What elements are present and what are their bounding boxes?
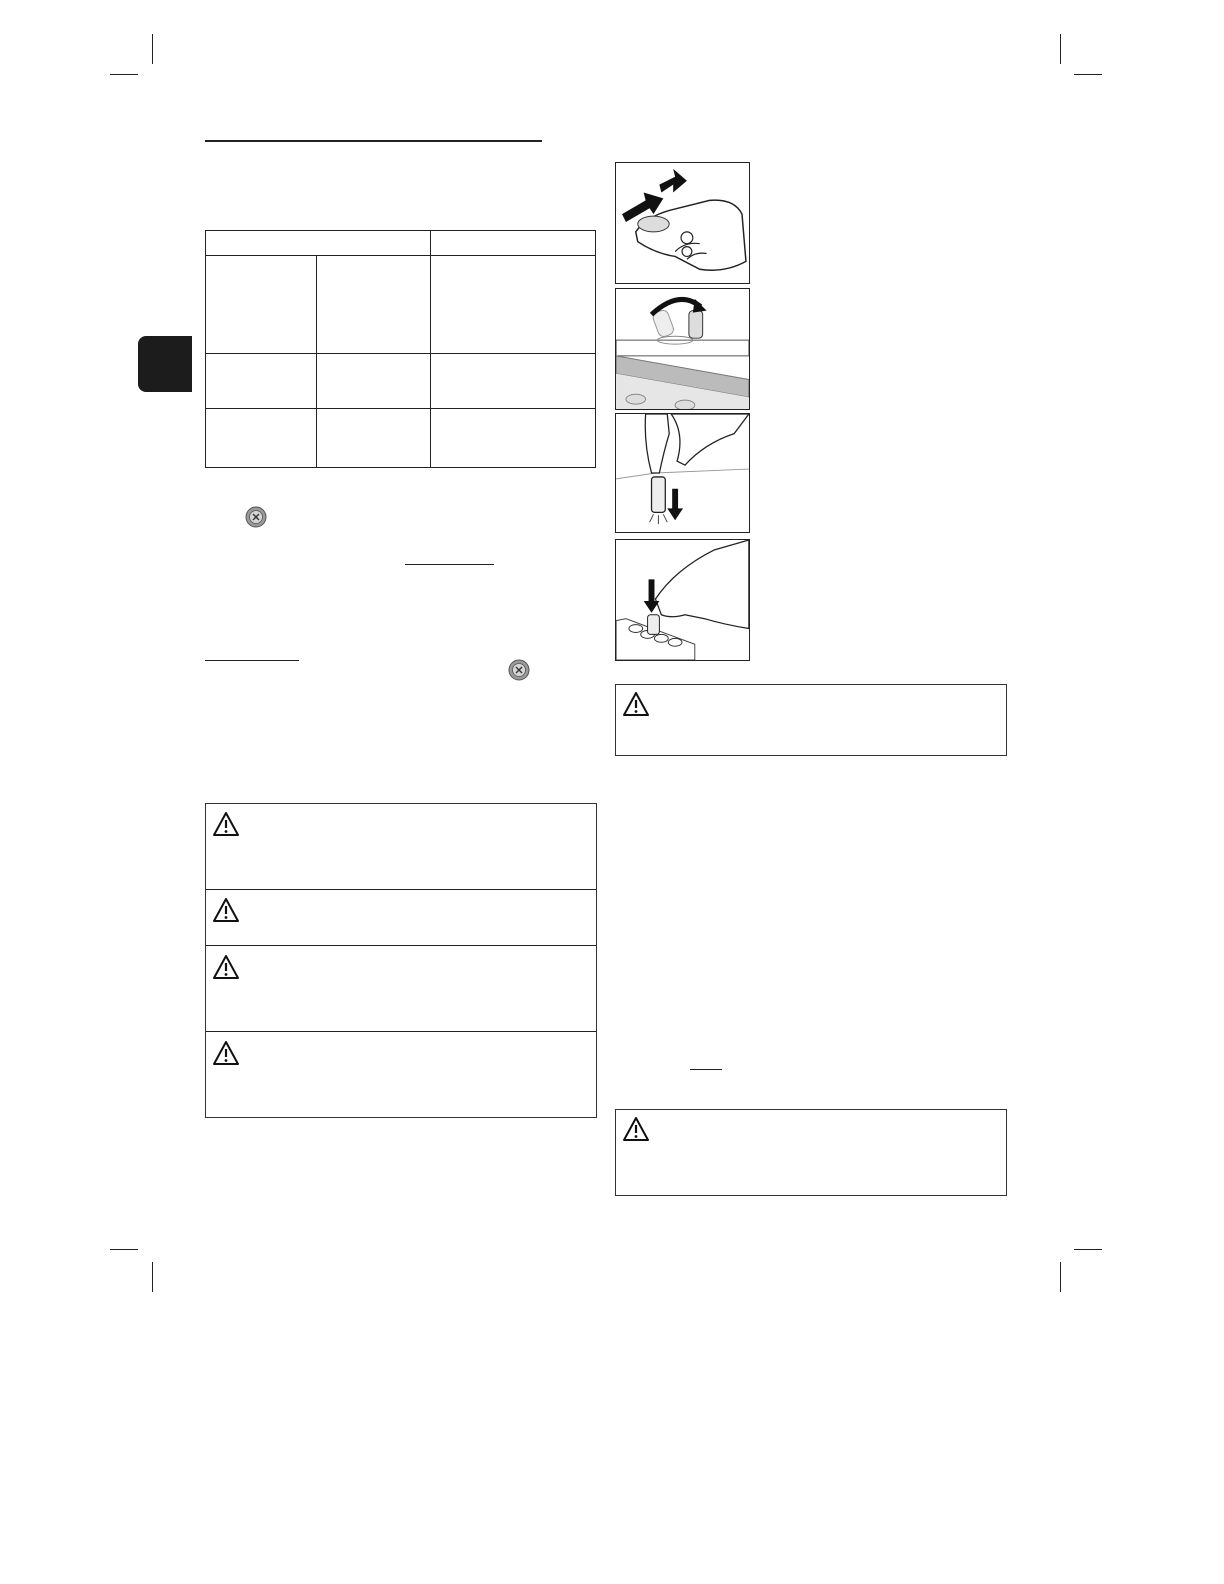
table-header-divider [206, 255, 595, 256]
warning-triangle-icon [212, 954, 240, 980]
warning-divider [206, 945, 596, 946]
section-heading-rule [205, 140, 542, 142]
text-underline [690, 1069, 722, 1070]
crop-mark-bottom-left-vertical [152, 1262, 153, 1292]
table-column-divider [316, 255, 317, 467]
crop-mark-top-right-horizontal [1074, 74, 1102, 75]
insert-into-slot-illustration [615, 539, 750, 661]
text-underline [405, 564, 494, 565]
warning-triangle-icon [622, 1116, 650, 1142]
warning-box [205, 803, 597, 1118]
warning-box [615, 1109, 1007, 1196]
warning-divider [206, 1031, 596, 1032]
crop-mark-bottom-right-vertical [1060, 1262, 1061, 1292]
crop-mark-top-left-vertical [152, 34, 153, 64]
fingers-squeeze-illustration [615, 162, 750, 284]
warning-triangle-icon [212, 897, 240, 923]
warning-triangle-icon [212, 811, 240, 837]
warning-triangle-icon [622, 691, 650, 717]
text-underline [205, 660, 299, 661]
crop-mark-bottom-left-horizontal [110, 1249, 138, 1250]
table-row-divider [206, 408, 595, 409]
warning-divider [206, 889, 596, 890]
warning-triangle-icon [212, 1040, 240, 1066]
table-column-divider [430, 231, 431, 467]
settings-table [205, 230, 596, 468]
crop-mark-top-left-horizontal [110, 74, 138, 75]
table-row-divider [206, 353, 595, 354]
press-down-illustration [615, 413, 750, 533]
language-side-tab [138, 336, 192, 392]
crop-mark-top-right-vertical [1060, 34, 1061, 64]
cross-button-icon [245, 506, 267, 528]
warning-box [615, 684, 1007, 756]
crop-mark-bottom-right-horizontal [1074, 1249, 1102, 1250]
cap-rotate-illustration [615, 288, 750, 410]
cross-button-icon [508, 659, 530, 681]
